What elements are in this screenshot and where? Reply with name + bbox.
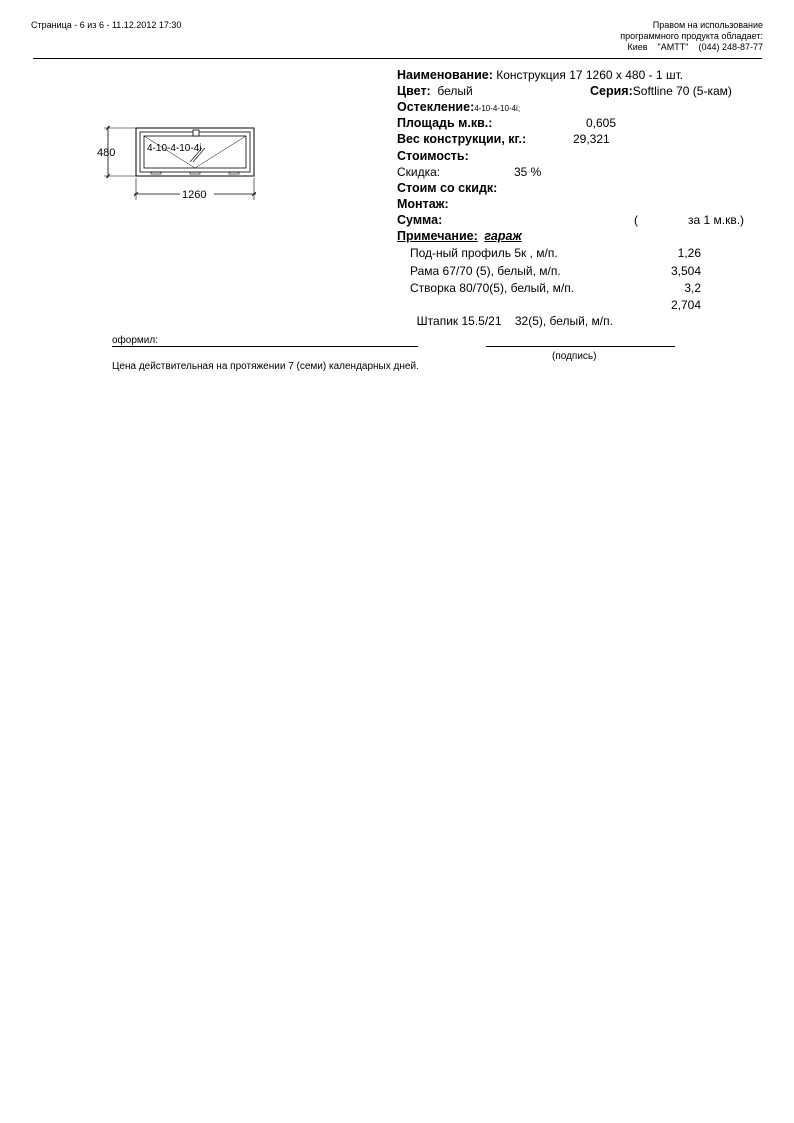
item-value: 3,2 [684,281,701,295]
window-drawing [96,118,266,204]
note-row [397,228,522,244]
discount-label: Скидка: [397,165,441,179]
rights-line-1: Правом на использование [652,20,763,30]
signature-label: (подпись) [552,351,597,362]
item-value: 3,504 [670,264,701,278]
note-label: Примечание: [397,229,478,243]
series-label: Серия: [590,84,633,98]
area-value: 0,605 [586,116,617,130]
weight-value: 29,321 [573,132,610,146]
sum-per-unit: за 1 м.кв.) [688,213,745,227]
name-row [397,67,683,83]
mounting-label: Монтаж: [397,197,449,211]
drafted-label: оформил: [112,335,158,346]
series-row [590,83,732,99]
series-value: Softline 70 (5-кам) [632,84,732,98]
glazing-value: 4-10-4-10-4i; [474,104,521,113]
page-info: Страница - 6 из 6 - 11.12.2012 17:30 [31,20,182,30]
cost-discount-label: Стоим со скидк: [397,181,498,195]
item-name: Рама 67/70 (5), белый, м/п. [410,264,561,278]
area-row [397,115,492,131]
note-value: гараж [484,229,522,243]
list-item [410,280,574,296]
color-row [397,83,473,99]
glass-label: 4-10-4-10-4i [147,143,202,154]
item-name: Створка 80/70(5), белый, м/п. [410,281,575,295]
rights-holder [620,20,763,53]
rights-line-3: Киев "АМТТ" (044) 248-87-77 [627,42,763,52]
name-label: Наименование: [397,68,493,82]
weight-row [397,131,526,147]
glazing-label: Остекление: [397,100,475,114]
cost-label: Стоимость: [397,149,469,163]
drafted-line [112,346,418,347]
signature-line [486,346,675,347]
cost-row [397,148,469,164]
rights-line-2: программного продукта обладает: [620,31,763,41]
validity-note: Цена действительная на протяжении 7 (семи) календарных дней. [112,361,419,372]
height-dimension: 480 [97,147,116,159]
item-name: Штапик 15.5/21 32(5), белый, м/п. [416,314,613,328]
weight-label: Вес конструкции, кг.: [397,132,527,146]
sum-label: Сумма: [397,213,443,227]
list-item [410,263,561,279]
item-value: 2,704 [670,298,701,312]
sum-open-paren: ( [634,213,638,227]
sum-row [397,212,442,228]
list-item [410,297,613,329]
width-dimension: 1260 [182,189,207,201]
item-name: Под-ный профиль 5к , м/п. [410,246,558,260]
color-value: белый [437,84,473,98]
header-divider [33,58,762,59]
list-item [410,245,558,261]
name-value: Конструкция 17 1260 x 480 - 1 шт. [496,68,684,82]
cost-discount-row [397,180,497,196]
mounting-row [397,196,449,212]
item-value: 1,26 [677,246,701,260]
area-label: Площадь м.кв.: [397,116,493,130]
color-label: Цвет: [397,84,431,98]
discount-value: 35 % [514,165,542,179]
